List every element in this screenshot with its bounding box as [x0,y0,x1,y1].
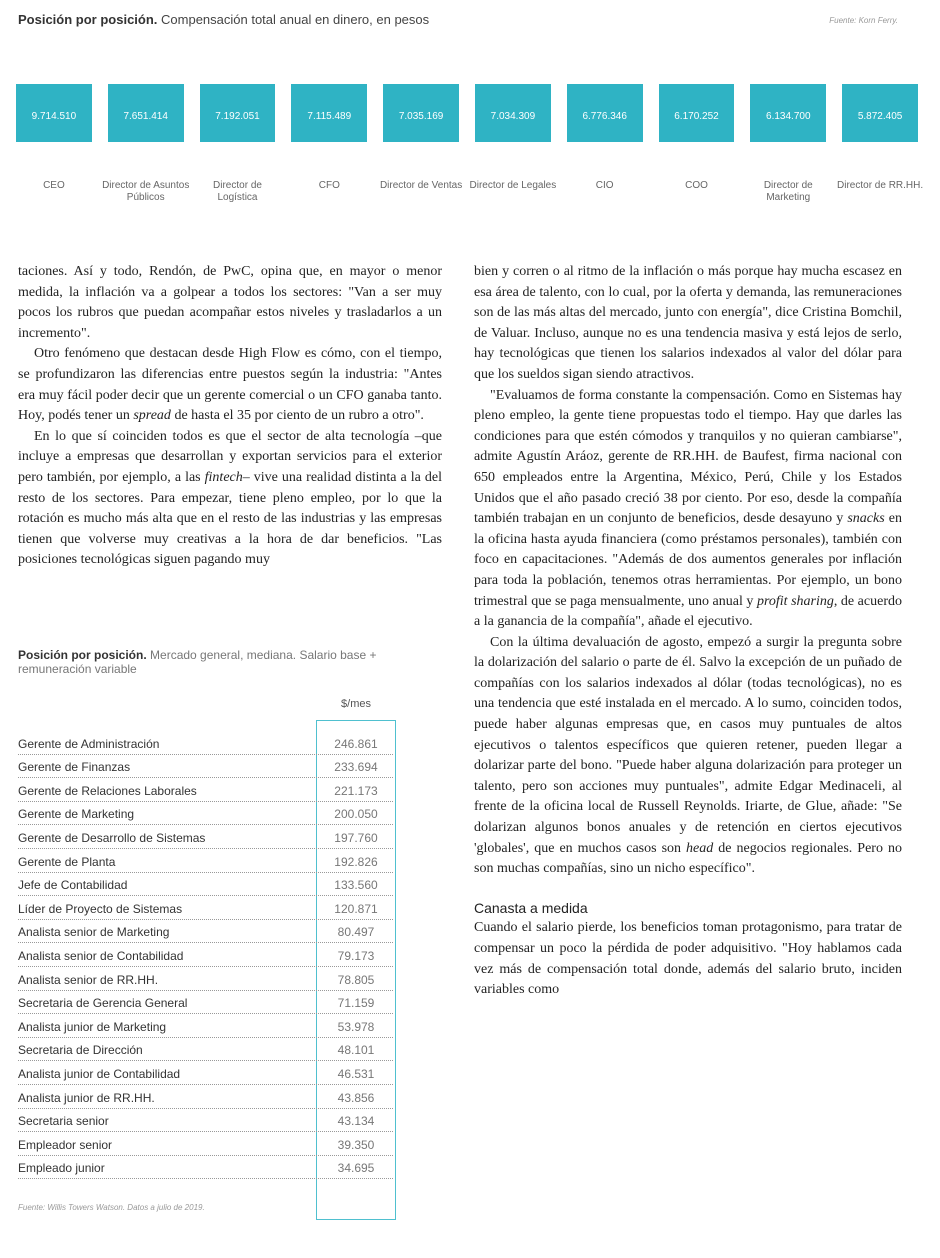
monthly-salary: 34.695 [337,1161,375,1176]
table-row [18,1038,393,1062]
position-name: Analista senior de RR.HH. [18,972,159,987]
chart-bar [567,84,643,142]
table-row [18,967,393,991]
position-name: Secretaria de Gerencia General [18,996,188,1011]
bar-value-label: 6.134.700 [766,111,811,122]
article-paragraph: Otro fenómeno que destacan desde High Flow es cómo, con el tiempo, se profundizaron las diferencias entre puestos según la industria: "Antes era muy fácil poder decir que un gerente comercial o un CFO ganaba tanto. Hoy, podés tener un spread de hasta el 35 por ciento de un rubro a otro". [18,346,442,424]
table-row [18,991,393,1015]
table-row [18,778,393,802]
bar-value-label: 6.170.252 [674,111,719,122]
article-paragraph: Con la última devaluación de agosto, empezó a surgir la pregunta sobre la dolarización del salario o parte de él. Salvo la excepción de un puñado de compañías con los salarios indexados al dólar (todas tecnológicas), no es una tendencia que esté instalada en el mercado. A lo sumo, coinciden todos, puede haber algunas empresas que, en casos muy puntuales de altos ejecutivos o talentos específicos que quieren retener, pueden llegar a dolarizar parte del bono. "Puede haber alguna dolarización para proteger un talento, pero son acciones muy puntuales", admite Edgar Medinaceli, al frente de la oficina local de Russell Reynolds. Iriarte, de Glue, añade: "Se dolarizan algunos bonos anuales y de retención en ciertos ejecutivos 'globales', que en muchos casos son head de negocios regionales. Pero no son muchas compañías, sino un nicho específico". [474,634,902,877]
table-row [18,873,393,897]
position-name: Gerente de Finanzas [18,760,131,775]
table-row [18,1085,393,1109]
position-name: Gerente de Desarrollo de Sistemas [18,830,206,845]
chart-category-label: CIO [595,180,614,191]
bar-value-label: 7.651.414 [123,111,168,122]
monthly-salary: 197.760 [334,830,378,845]
bar-value-label: 7.034.309 [490,111,536,122]
chart-bar [16,84,92,142]
position-name: Líder de Proyecto de Sistemas [18,901,183,916]
table-row [18,1109,393,1133]
position-name: Empleado junior [18,1161,105,1176]
salary-table-source: Fuente: Willis Towers Watson. Datos a julio de 2019. [18,1203,205,1212]
bar-value-label: 7.115.489 [307,111,352,122]
table-row [18,943,393,967]
top-chart-title-rest: Compensación total anual en dinero, en pesos [157,12,430,27]
article-paragraph: Cuando el salario pierde, los beneficios toman protagonismo, para tratar de compensar un poco la pérdida de poder adquisitivo. "Hoy hablamos cada vez más de compensación total donde, además del salario bruto, inciden variables como [474,920,902,998]
bar-value-label: 7.035.169 [398,111,444,122]
bar-value-label: 6.776.346 [582,111,627,122]
chart-category-label: Director de Logística [213,180,262,203]
chart-bar [108,84,184,142]
table-row [18,802,393,826]
position-name: Analista senior de Marketing [18,925,170,940]
chart-bar [475,84,551,142]
position-name: Secretaria senior [18,1114,109,1129]
monthly-salary: 48.101 [337,1043,375,1058]
position-name: Jefe de Contabilidad [18,878,128,893]
position-name: Gerente de Planta [18,854,116,869]
monthly-salary: 133.560 [334,878,378,893]
table-row [18,1061,393,1085]
monthly-salary: 221.173 [334,783,378,798]
monthly-salary: 43.134 [337,1114,375,1129]
salary-table [18,731,393,1179]
table-row [18,896,393,920]
top-chart-title-bold: Posición por posición. [18,12,158,27]
bar-value-label: 9.714.510 [31,111,77,122]
table-row [18,731,393,755]
article-left-column [18,262,442,571]
chart-category-label: Director de RR.HH. [837,180,924,191]
monthly-salary: 71.159 [337,996,375,1011]
table-row [18,825,393,849]
table-row [18,849,393,873]
salary-table-title-bold: Posición por posición. [18,648,147,662]
position-name: Gerente de Relaciones Laborales [18,783,197,798]
table-row [18,1132,393,1156]
salary-table-title-rest: Mercado general, mediana. Salario base + remuneración variable [18,648,377,676]
position-name: Analista junior de Contabilidad [18,1066,181,1081]
article-subhead: Canasta a medida [474,899,588,916]
compensation-bar-chart [16,84,924,234]
monthly-salary: 233.694 [334,760,378,775]
position-name: Gerente de Marketing [18,807,135,822]
salary-table-title [18,648,378,676]
chart-bar [659,84,735,142]
chart-bar [200,84,276,142]
position-name: Analista junior de RR.HH. [18,1090,155,1105]
chart-category-label: CFO [318,180,340,191]
position-name: Secretaria de Dirección [18,1043,143,1058]
article-paragraph: "Evaluamos de forma constante la compensación. Como en Sistemas hay pleno empleo, la gente tiene propuestas todo el tiempo. Hay que darles las condiciones para que estén cómodos y tranquilos y no quieran cambiarse", admite Agustín Aráoz, gerente de RR.HH. de Baufest, firma nacional con 650 empleados entre la Argentina, México, Perú, Chile y los Estados Unidos que el año pasado creció 38 por ciento. Por eso, desde la compañía también trabajan en un conjunto de beneficios, desde desayuno y snacks en la oficina hasta ayuda financiera (como préstamos personales), también con foco en capacitaciones. "Además de dos aumentos generales por inflación para toda la población, tenemos otras herramientas. Por ejemplo, un bono trimestral que se paga mensualmente, uno anual y profit sharing, de acuerdo a la ganancia de la compañía", añade el ejecutivo. [474,387,902,630]
position-name: Analista senior de Contabilidad [18,948,184,963]
chart-category-label: Director de Ventas [379,180,463,191]
top-chart-source: Fuente: Korn Ferry. [829,16,898,25]
article-paragraph: En lo que sí coinciden todos es que el sector de alta tecnología –que incluye a empresas que desarrollan y exportan servicios para el exterior pero también, por ejemplo, a las fintech– vive una realidad distinta a la del resto de los sectores. Para empezar, tiene pleno empleo, por lo que la rotación es mucho más alta que en el resto de las industrias y las empresas tienen que volverse muy creativas a la hora de dar beneficios. "Las posiciones tecnológicas siguen pagando muy [18,428,442,568]
position-name: Empleador senior [18,1137,113,1152]
article-paragraph: bien y corren o al ritmo de la inflación o más porque hay mucha escasez en esa área de talento, con lo cual, por la oferta y demanda, las remuneraciones son de las más altas del mercado, junto con energía", dice Cristina Bomchil, de Valuar. Incluso, aunque no es una tendencia masiva y está lejos de serlo, hay tecnológicas que tienen los salarios indexados al valor del dólar para que los sueldos sigan siendo atractivos. [474,264,902,382]
bar-value-label: 7.192.051 [215,111,260,122]
monthly-salary: 43.856 [337,1090,375,1105]
monthly-salary: 79.173 [337,948,375,963]
chart-bar [383,84,459,142]
table-row [18,920,393,944]
position-name: Analista junior de Marketing [18,1019,167,1034]
monthly-salary: 120.871 [334,901,378,916]
chart-category-label: COO [685,180,708,191]
table-row [18,755,393,779]
salary-table-unit: $/mes [341,698,371,710]
chart-category-label: Director de Asuntos Públicos [102,180,190,203]
monthly-salary: 53.978 [337,1019,375,1034]
chart-bar [750,84,826,142]
monthly-salary: 39.350 [337,1137,375,1152]
top-chart-title [18,12,429,27]
monthly-salary: 200.050 [334,807,378,822]
monthly-salary: 80.497 [337,925,375,940]
monthly-salary: 192.826 [334,854,378,869]
monthly-salary: 46.531 [337,1066,375,1081]
chart-category-label: CEO [43,180,65,191]
chart-category-label: Director de Legales [469,180,557,191]
monthly-salary: 246.861 [334,736,378,751]
monthly-salary: 78.805 [337,972,375,987]
chart-bar [291,84,367,142]
article-right-column [474,262,902,1001]
position-name: Gerente de Administración [18,736,160,751]
bar-value-label: 5.872.405 [857,111,903,122]
chart-category-label: Director de Marketing [763,180,813,203]
chart-bar [842,84,918,142]
article-paragraph: taciones. Así y todo, Rendón, de PwC, opina que, en mayor o menor medida, la inflación va a golpear a todos los sectores: "Van a ser muy pocos los rubros que puedan acompañar estos niveles y trasladarlos a un incremento". [18,264,442,341]
table-row [18,1156,393,1180]
table-row [18,1014,393,1038]
